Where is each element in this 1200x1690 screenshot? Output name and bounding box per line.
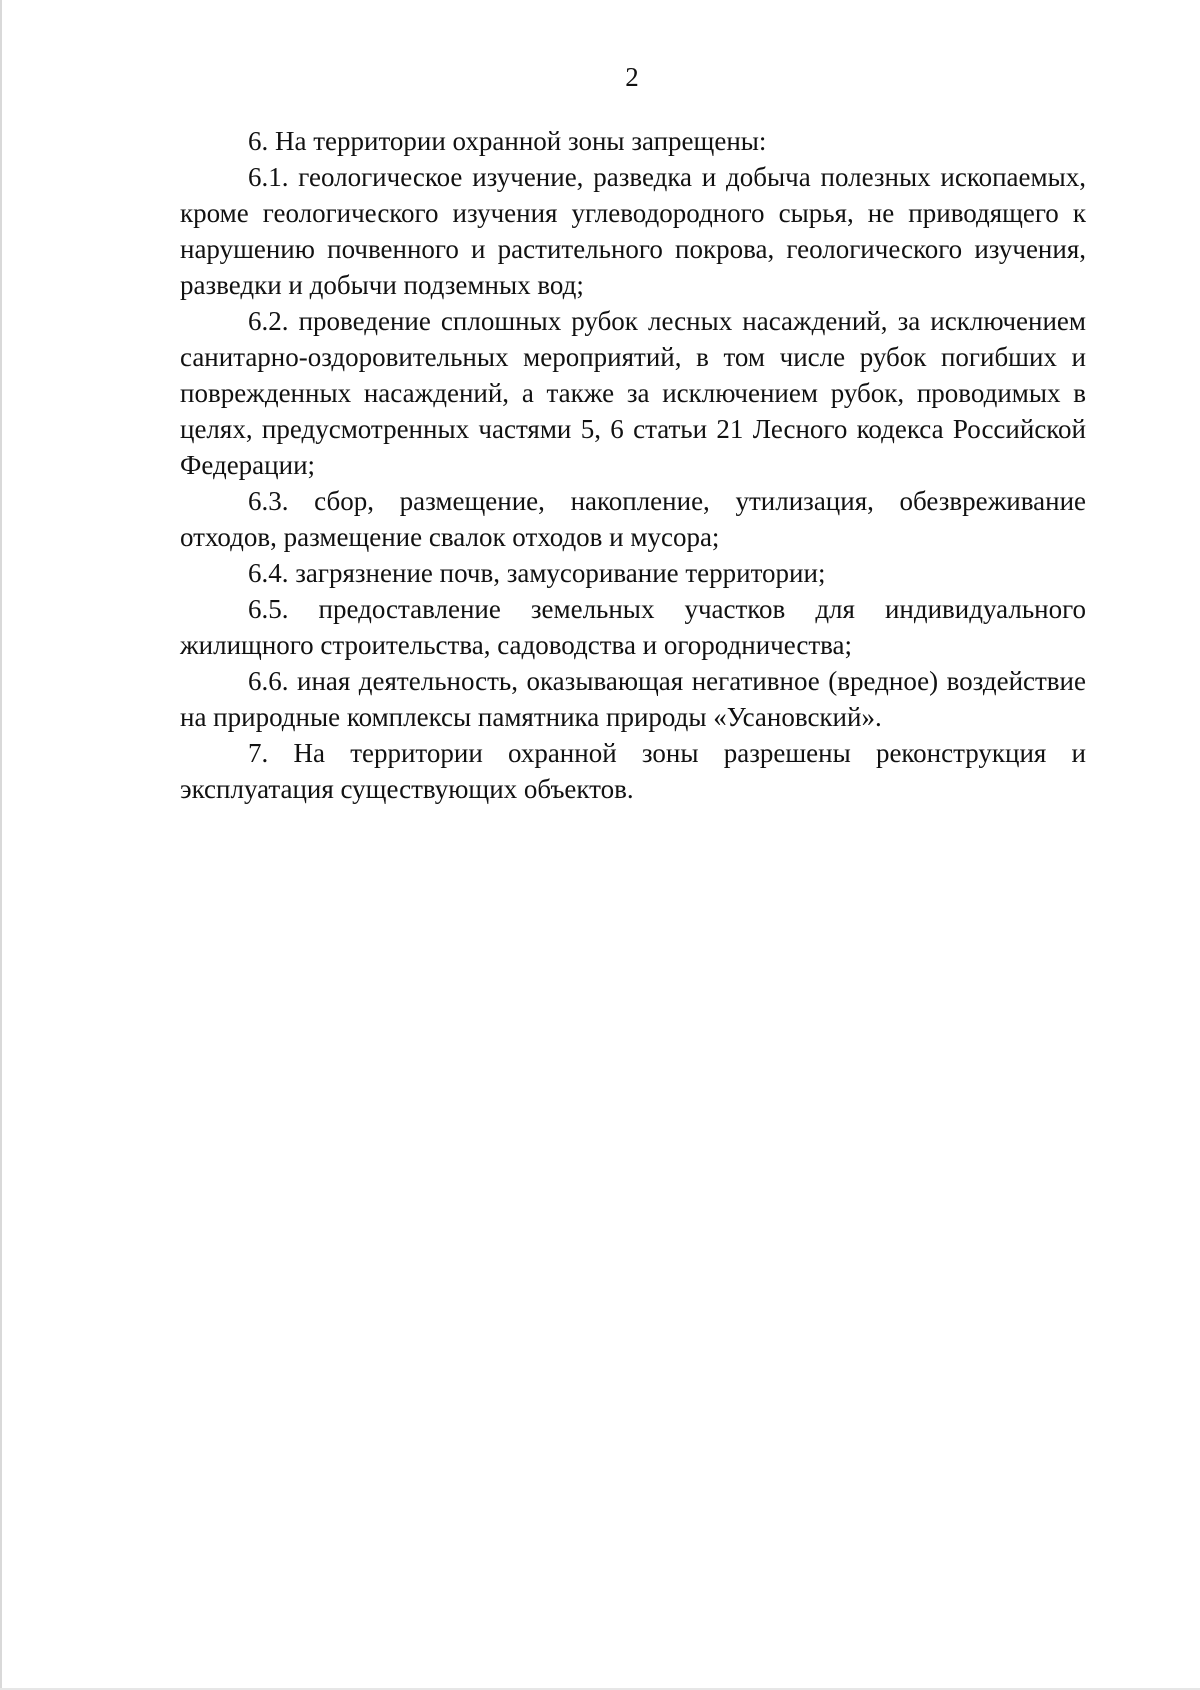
paragraph-6-4: 6.4. загрязнение почв, замусоривание территории; [248, 558, 826, 588]
document-body [180, 123, 1086, 807]
paragraph-6-1: 6.1. геологическое изучение, разведка и добыча полезных ископаемых, кроме геологического изучения углеводородного сырья, не приводящего к нарушению почвенного и растительного покрова, геологического изучения, разведки и добычи подземных вод; [180, 162, 1086, 300]
paragraph-6-5: 6.5. предоставление земельных участков для индивидуального жилищного строительства, садоводства и огородничества; [180, 594, 1086, 660]
paragraph-6-heading: 6. На территории охранной зоны запрещены: [248, 126, 767, 156]
paragraph-6-3: 6.3. сбор, размещение, накопление, утилизация, обезвреживание отходов, размещение свалок отходов и мусора; [180, 486, 1086, 552]
paragraph-7: 7. На территории охранной зоны разрешены реконструкция и эксплуатация существующих объектов. [180, 738, 1086, 804]
scan-edge-left [0, 0, 2, 1690]
paragraph-6-2: 6.2. проведение сплошных рубок лесных насаждений, за исключением санитарно-оздоровительных мероприятий, в том числе рубок погибших и поврежденных насаждений, а также за исключением рубок, проводимых в целях, предусмотренных частями 5, 6 статьи 21 Лесного кодекса Российской Федерации; [180, 306, 1086, 480]
paragraph-6-6: 6.6. иная деятельность, оказывающая негативное (вредное) воздействие на природные комплексы памятника природы «Усановский». [180, 666, 1086, 732]
page-number: 2 [625, 62, 639, 92]
